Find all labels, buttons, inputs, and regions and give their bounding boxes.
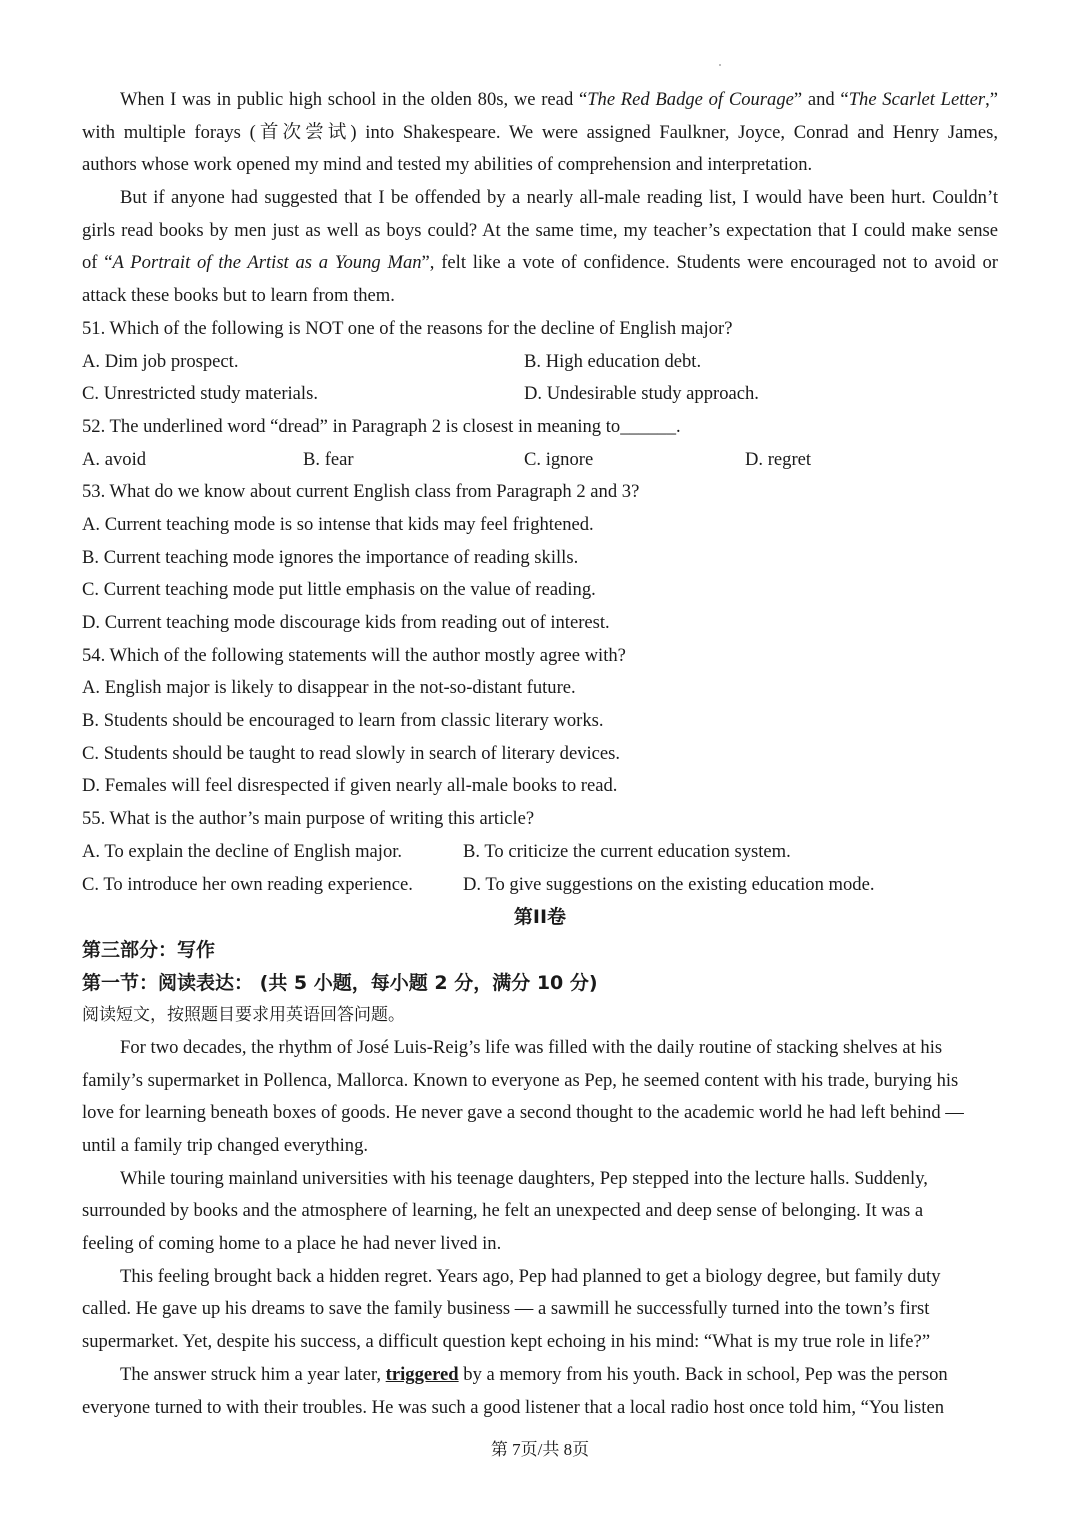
reading-line: called. He gave up his dreams to save the family business — a sawmill he successfully turned into the town’s first bbox=[82, 1298, 930, 1320]
passage-line: authors whose work opened my mind and tested my abilities of comprehension and interpretation. bbox=[82, 154, 813, 176]
option-a: A. English major is likely to disappear in the not-so-distant future. bbox=[82, 677, 576, 699]
book-title: The Scarlet Letter bbox=[848, 89, 986, 110]
options-row bbox=[82, 346, 998, 379]
question-53: 53. What do we know about current English class from Paragraph 2 and 3? bbox=[82, 481, 640, 503]
passage-line: with multiple forays (首次尝试) into Shakespeare. We were assigned Faulkner, Joyce, Conrad and Henry James, bbox=[82, 121, 998, 143]
reading-line: This feeling brought back a hidden regret. Years ago, Pep had planned to get a biology degree, but family duty bbox=[120, 1265, 941, 1287]
options-row bbox=[82, 869, 998, 902]
question-55: 55. What is the author’s main purpose of writing this article? bbox=[82, 808, 535, 830]
option-c: C. Current teaching mode put little emphasis on the value of reading. bbox=[82, 579, 596, 601]
option-c: C. To introduce her own reading experience. bbox=[82, 873, 413, 895]
option-b: B. fear bbox=[303, 448, 354, 470]
option-b: B. To criticize the current education system. bbox=[463, 840, 791, 862]
options-row bbox=[82, 444, 998, 477]
passage-line: When I was in public high school in the olden 80s, we read “The Red Badge of Courage” and “The Scarlet Letter,” bbox=[120, 89, 998, 110]
exam-page bbox=[82, 84, 998, 1424]
option-a: A. avoid bbox=[82, 448, 147, 470]
question-54: 54. Which of the following statements will the author mostly agree with? bbox=[82, 644, 626, 666]
option-c: C. Unrestricted study materials. bbox=[82, 383, 318, 405]
book-title: The Red Badge of Courage bbox=[587, 89, 794, 110]
option-b: B. Current teaching mode ignores the importance of reading skills. bbox=[82, 546, 579, 568]
reading-line: The answer struck him a year later, triggered by a memory from his youth. Back in school, Pep was the person bbox=[120, 1363, 948, 1385]
passage-line: But if anyone had suggested that I be offended by a nearly all-male reading list, I would have been hurt. Couldn’t bbox=[120, 187, 998, 209]
option-b: B. Students should be encouraged to learn from classic literary works. bbox=[82, 710, 604, 732]
passage-line: of “A Portrait of the Artist as a Young Man”, felt like a vote of confidence. Students were encouraged not to avoid or bbox=[82, 252, 998, 274]
option-a: A. Dim job prospect. bbox=[82, 350, 239, 372]
reading-line: family’s supermarket in Pollenca, Mallorca. Known to everyone as Pep, he seemed content with his trade, burying his bbox=[82, 1069, 959, 1091]
scan-speck bbox=[719, 64, 721, 66]
option-a: A. To explain the decline of English major. bbox=[82, 840, 403, 862]
question-51: 51. Which of the following is NOT one of the reasons for the decline of English major? bbox=[82, 317, 733, 339]
instruction: 阅读短文，按照题目要求用英语回答问题。 bbox=[82, 1005, 405, 1026]
option-d: D. regret bbox=[745, 448, 812, 470]
reading-line: For two decades, the rhythm of José Luis-Reig’s life was filled with the daily routine of stacking shelves at his bbox=[120, 1036, 943, 1058]
options-row bbox=[82, 836, 998, 869]
passage-line: girls read books by men just as well as boys could? At the same time, my teacher’s expectation that I could make sense bbox=[82, 219, 998, 241]
option-b: B. High education debt. bbox=[524, 350, 702, 372]
passage-line: attack these books but to learn from them. bbox=[82, 285, 395, 307]
question-52: 52. The underlined word “dread” in Paragraph 2 is closest in meaning to______. bbox=[82, 415, 681, 437]
page-footer: 第 7页/共 8页 bbox=[490, 1440, 590, 1459]
option-d: D. Current teaching mode discourage kids from reading out of interest. bbox=[82, 612, 610, 633]
option-d: D. Females will feel disrespected if given nearly all-male books to read. bbox=[82, 775, 618, 797]
reading-line: supermarket. Yet, despite his success, a difficult question kept echoing in his mind: “What is my true role in life?” bbox=[82, 1331, 931, 1353]
option-d: D. To give suggestions on the existing education mode. bbox=[463, 873, 875, 895]
option-d: D. Undesirable study approach. bbox=[524, 383, 759, 405]
option-a: A. Current teaching mode is so intense that kids may feel frightened. bbox=[82, 513, 594, 535]
reading-line: While touring mainland universities with his teenage daughters, Pep stepped into the lecture halls. Suddenly, bbox=[120, 1167, 928, 1189]
options-row bbox=[82, 378, 998, 411]
book-title: A Portrait of the Artist as a Young Man bbox=[112, 252, 422, 274]
option-c: C. ignore bbox=[524, 448, 594, 470]
reading-line: love for learning beneath boxes of goods. He never gave a second thought to the academic world he had left behind — bbox=[82, 1102, 964, 1124]
option-c: C. Students should be taught to read slowly in search of literary devices. bbox=[82, 742, 621, 764]
reading-line: feeling of coming home to a place he had never lived in. bbox=[82, 1233, 502, 1255]
part-title: 第三部分：写作 bbox=[82, 938, 216, 961]
reading-line: surrounded by books and the atmosphere of learning, he felt an unexpected and deep sense of belonging. It was a bbox=[82, 1200, 924, 1222]
volume-title: 第II卷 bbox=[513, 906, 567, 929]
subsection-title: 第一节：阅读表达： (共 5 小题，每小题 2 分，满分 10 分) bbox=[82, 971, 598, 994]
underlined-word: triggered bbox=[385, 1363, 459, 1385]
reading-line: everyone turned to with their troubles. He was such a good listener that a local radio host once told him, “You listen bbox=[82, 1396, 945, 1418]
reading-line: until a family trip changed everything. bbox=[82, 1135, 369, 1156]
